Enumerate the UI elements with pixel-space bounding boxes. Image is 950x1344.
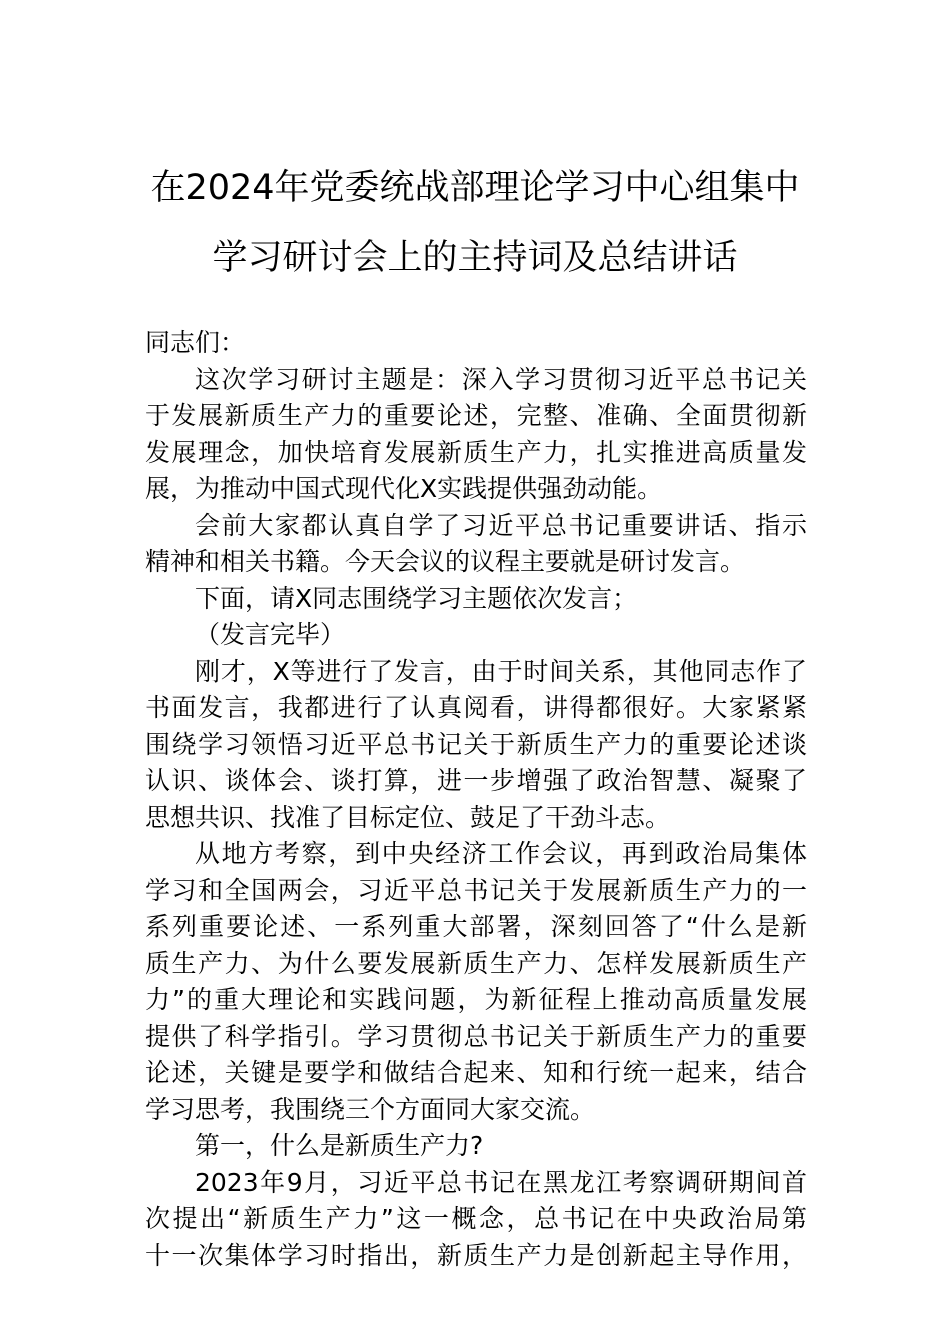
body-text-line: 十一次集体学习时指出，新质生产力是创新起主导作用，: [145, 1240, 807, 1270]
body-text-line: 提供了科学指引。学习贯彻总书记关于新质生产力的重要: [145, 1021, 807, 1051]
body-text-line: 同志们：: [145, 328, 246, 357]
body-text-line: 书面发言，我都进行了认真阅看，讲得都很好。大家紧紧: [145, 693, 807, 722]
body-text-line: 认识、谈体会、谈打算，进一步增强了政治智慧、凝聚了: [145, 766, 807, 795]
body-text-line: 精神和相关书籍。今天会议的议程主要就是研讨发言。: [145, 547, 746, 576]
body-text-line: 第一，什么是新质生产力?: [195, 1131, 484, 1160]
document-title-line-1: 在2024年党委统战部理论学习中心组集中: [150, 168, 800, 208]
body-text-line: 次提出“新质生产力”这一概念，总书记在中央政治局第: [145, 1204, 807, 1233]
body-text-line: 发展理念，加快培育发展新质生产力，扎实推进高质量发: [145, 437, 807, 467]
body-text-line: 论述，关键是要学和做结合起来、知和行统一起来，结合: [145, 1058, 807, 1087]
body-text-line: 质生产力、为什么要发展新质生产力、怎样发展新质生产: [145, 948, 807, 978]
body-text-line: 思想共识、找准了目标定位、鼓足了干劲斗志。: [145, 802, 671, 832]
body-text-line: （发言完毕）: [195, 620, 346, 649]
body-text-line: 力”的重大理论和实践问题，为新征程上推动高质量发展: [145, 985, 807, 1014]
body-text-line: 下面，请X同志围绕学习主题依次发言；: [195, 583, 638, 613]
body-text-line: 系列重要论述、一系列重大部署，深刻回答了“什么是新: [145, 912, 807, 941]
body-text-line: 2023年9月，习近平总书记在黑龙江考察调研期间首: [195, 1167, 807, 1197]
body-text-line: 学习和全国两会，习近平总书记关于发展新质生产力的一: [145, 875, 807, 905]
body-text-line: 展，为推动中国式现代化X实践提供强劲动能。: [145, 474, 663, 503]
body-text-line: 这次学习研讨主题是：深入学习贯彻习近平总书记关: [195, 364, 807, 394]
body-text-line: 于发展新质生产力的重要论述，完整、准确、全面贯彻新: [145, 401, 807, 430]
body-text-line: 围绕学习领悟习近平总书记关于新质生产力的重要论述谈: [145, 729, 807, 759]
document-title-line-2: 学习研讨会上的主持词及总结讲话: [212, 238, 738, 278]
body-text-line: 从地方考察，到中央经济工作会议，再到政治局集体: [195, 839, 807, 868]
document-body: [145, 325, 807, 1274]
body-text-line: 刚才，X等进行了发言，由于时间关系，其他同志作了: [195, 656, 807, 686]
body-text-line: 会前大家都认真自学了习近平总书记重要讲话、指示: [195, 510, 807, 540]
body-text-line: 学习思考，我围绕三个方面同大家交流。: [145, 1094, 596, 1124]
